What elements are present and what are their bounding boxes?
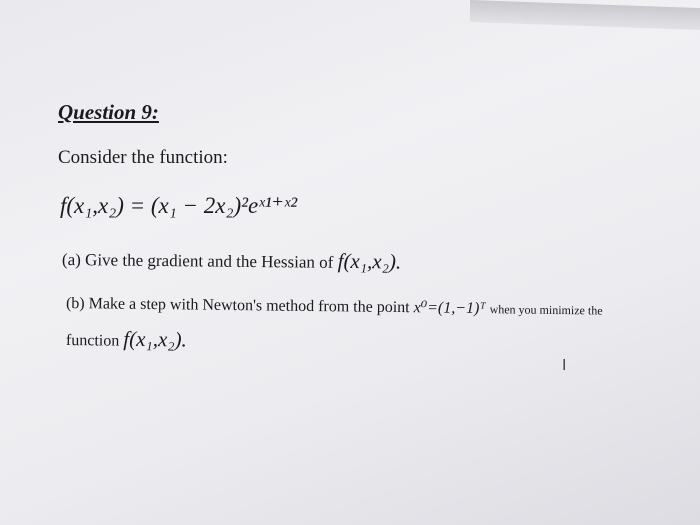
part-b-text-1: (b) Make a step with Newton's method from the point — [65, 295, 410, 317]
part-b-line-2 — [66, 326, 187, 352]
text-cursor-icon: I — [562, 356, 567, 374]
question-intro: Consider the function: — [58, 147, 228, 168]
paper-edge-shadow — [470, 0, 700, 30]
part-b-function: f(x₁,x₂). — [123, 326, 188, 352]
part-a-text: (a) Give the gradient and the Hessian of — [61, 250, 334, 272]
part-b-text-2: when you minimize the — [489, 302, 603, 318]
part-b-line-1 — [66, 293, 603, 320]
function-formula: f(x₁,x₂) = (x₁ − 2x₂)²eˣ¹⁺ˣ² — [60, 193, 298, 218]
part-a-function: f(x₁,x₂). — [337, 248, 402, 274]
part-a — [62, 246, 402, 275]
part-b-text-3: function — [65, 332, 120, 350]
part-b-point: x⁰=(1,−1)ᵀ — [413, 299, 486, 318]
question-title: Question 9: — [58, 100, 159, 124]
